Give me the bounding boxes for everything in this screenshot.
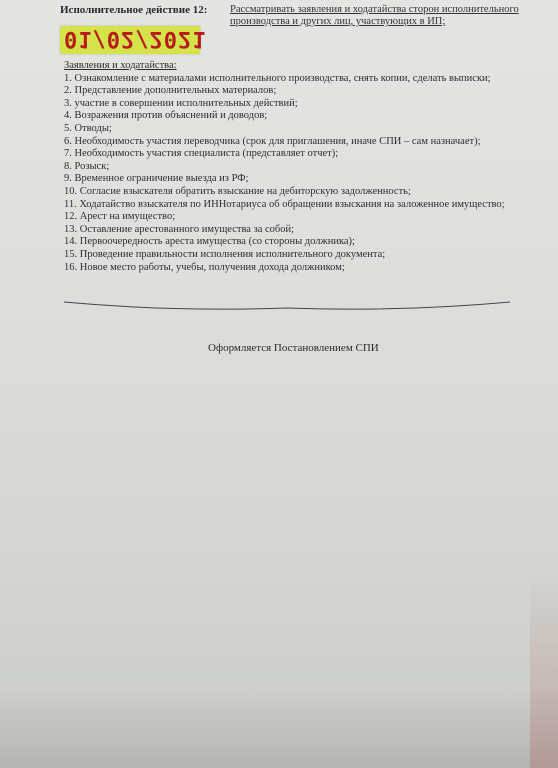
list-item: 6. Необходимость участия переводчика (срок для приглашения, иначе СПИ – сам назначает);: [64, 135, 481, 147]
list-item: 13. Оставление арестованного имущества за собой;: [64, 223, 295, 235]
list-item: 9. Временное ограничение выезда из РФ;: [64, 173, 249, 185]
list-item: 16. Новое место работы, учебы, получения дохода должником;: [64, 261, 345, 273]
curly-divider: [62, 300, 512, 314]
requests-list: [64, 60, 524, 274]
list-item: 5. Отводы;: [64, 122, 112, 134]
action-description: Рассматривать заявления и ходатайства сторон исполнительного производства и других лиц, участвующих в ИП;: [230, 4, 519, 27]
list-item: 14. Первоочередность ареста имущества (со стороны должника);: [64, 236, 355, 248]
list-item: 12. Арест на имущество;: [64, 211, 176, 223]
list-item: 1. Ознакомление с материалами исполнительного производства, снять копии, сделать выписки;: [64, 72, 491, 84]
list-item: 7. Необходимость участия специалиста (представляет отчет);: [64, 148, 339, 160]
list-item: 3. участие в совершении исполнительных действий;: [64, 97, 298, 109]
list-item: 8. Розыск;: [64, 160, 110, 172]
action-label: Исполнительное действие 12:: [60, 4, 208, 16]
list-item: 11. Ходатайство взыскателя по ИННотариуса об обращении взыскания на заложенное имущество;: [64, 198, 505, 210]
list-item: 10. Согласие взыскателя обратить взыскание на дебиторскую задолженность;: [64, 185, 411, 197]
list-heading: Заявления и ходатайства:: [64, 60, 177, 71]
list-item: 15. Проведение правильности исполнения исполнительного документа;: [64, 248, 386, 260]
date-stamp: 01/02/2021: [64, 26, 207, 51]
conclusion-text: Оформляется Постановлением СПИ: [208, 342, 379, 354]
list-item: 4. Возражения против объяснений и доводов;: [64, 110, 268, 122]
page-shadow: [0, 688, 558, 768]
page-edge: [530, 568, 558, 768]
list-item: 2. Представление дополнительных материалов;: [64, 85, 277, 97]
